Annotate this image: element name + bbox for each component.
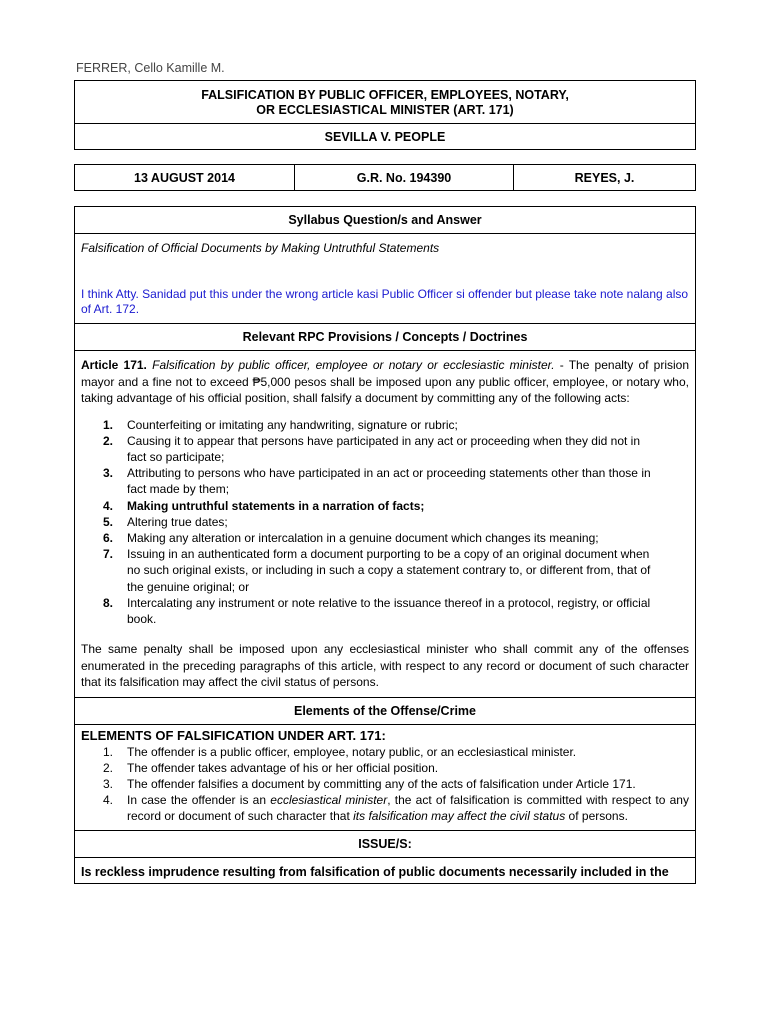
item-text-italic: ecclesiastical minister	[270, 793, 388, 808]
item-number: 4.	[103, 498, 114, 513]
issues-header: ISSUE/S:	[75, 830, 696, 857]
document-title	[75, 81, 696, 124]
provisions-header: Relevant RPC Provisions / Concepts / Doctrines	[75, 324, 696, 351]
item-number: 6.	[103, 530, 114, 545]
item-text: The offender is a public officer, employee, notary public, or an ecclesiastical minister.	[127, 744, 577, 759]
case-info-table	[74, 164, 696, 191]
title-line-1: FALSIFICATION BY PUBLIC OFFICER, EMPLOYEES, NOTARY,	[201, 88, 569, 102]
item-number: 8.	[103, 595, 114, 610]
article-title: Falsification by public officer, employee or notary or ecclesiastic minister.	[152, 358, 555, 372]
list-item	[81, 744, 689, 760]
article-label: Article 171.	[81, 358, 147, 372]
issue-question: Is reckless imprudence resulting from falsification of public documents necessarily included in the	[81, 864, 669, 879]
case-name: SEVILLA V. PEOPLE	[75, 124, 696, 150]
item-text: In case the offender is an	[127, 793, 271, 808]
elements-title: ELEMENTS OF FALSIFICATION UNDER ART. 171:	[81, 727, 386, 743]
list-item	[81, 514, 689, 530]
author-name: FERRER, Cello Kamille M.	[76, 61, 225, 75]
list-item	[81, 595, 689, 627]
list-item	[81, 417, 689, 433]
syllabus-cell	[75, 234, 696, 324]
provisions-cell	[75, 351, 696, 698]
item-text-italic: its falsification may affect the civil status	[353, 809, 566, 824]
syllabus-header: Syllabus Question/s and Answer	[75, 207, 696, 234]
item-text: The offender takes advantage of his or her official position.	[127, 760, 439, 775]
item-text: Issuing in an authenticated form a document purporting to be a copy of an original document when no such original exists, or including in such a copy a statement contrary to, or different from, that of the genuine original; or	[127, 547, 651, 594]
title-table	[74, 80, 696, 150]
item-number: 1.	[103, 744, 114, 759]
digest-table	[74, 206, 696, 884]
item-number: 1.	[103, 417, 114, 432]
case-ponente: REYES, J.	[514, 165, 696, 191]
item-text: Intercalating any instrument or note relative to the issuance thereof in a protocol, registry, or official book.	[127, 595, 651, 626]
elements-list	[81, 744, 689, 825]
item-number: 7.	[103, 547, 114, 562]
item-number: 4.	[103, 793, 114, 808]
item-text: of persons.	[565, 809, 628, 824]
item-number: 3.	[103, 777, 114, 792]
item-text: Making any alteration or intercalation in a genuine document which changes its meaning;	[127, 530, 599, 545]
item-number: 3.	[103, 466, 114, 481]
item-text: Making untruthful statements in a narration of facts;	[127, 498, 425, 513]
list-item	[81, 433, 689, 465]
item-text: Counterfeiting or imitating any handwriting, signature or rubric;	[127, 417, 458, 432]
item-number: 2.	[103, 760, 114, 775]
list-item	[81, 498, 689, 514]
elements-header: Elements of the Offense/Crime	[75, 697, 696, 724]
title-line-2: OR ECCLESIASTICAL MINISTER (ART. 171)	[256, 103, 514, 117]
case-date: 13 AUGUST 2014	[75, 165, 295, 191]
item-text: Attributing to persons who have participated in an act or proceeding statements other than those in fact made by them;	[127, 466, 651, 497]
syllabus-question: Falsification of Official Documents by Making Untruthful Statements	[81, 241, 440, 255]
article-intro: - The penalty of prision mayor and a fine not to exceed ₱5,000 pesos shall be imposed upon any public officer, employee, or notary who, taking advantage of his official position, shall falsify a document by committing any of the following acts:	[81, 358, 689, 405]
list-item	[81, 465, 689, 497]
case-gr-number: G.R. No. 194390	[295, 165, 514, 191]
item-text: Causing it to appear that persons have participated in any act or proceeding when they did not in fact so participate;	[127, 433, 640, 464]
list-item	[81, 760, 689, 776]
list-item	[81, 792, 689, 824]
issues-cell	[75, 857, 696, 883]
elements-cell	[75, 724, 696, 830]
item-text: , the act of falsification is committed with respect to any record or document of such character that	[127, 793, 689, 824]
list-item	[81, 530, 689, 546]
item-number: 5.	[103, 514, 114, 529]
item-text: Altering true dates;	[127, 514, 228, 529]
syllabus-note: I think Atty. Sanidad put this under the wrong article kasi Public Officer si offender but please take note nalang also of Art. 172.	[81, 287, 689, 316]
item-text: The offender falsifies a document by committing any of the acts of falsification under Article 171.	[127, 777, 636, 792]
item-number: 2.	[103, 433, 114, 448]
list-item	[81, 776, 689, 792]
list-item	[81, 546, 689, 595]
article-paragraph	[81, 357, 689, 407]
closing-paragraph: The same penalty shall be imposed upon any ecclesiastical minister who shall commit any of the offenses enumerated in the preceding paragraphs of this article, with respect to any record or document of such character that its falsification may affect the civil status of persons.	[81, 642, 689, 690]
acts-list	[81, 417, 689, 628]
